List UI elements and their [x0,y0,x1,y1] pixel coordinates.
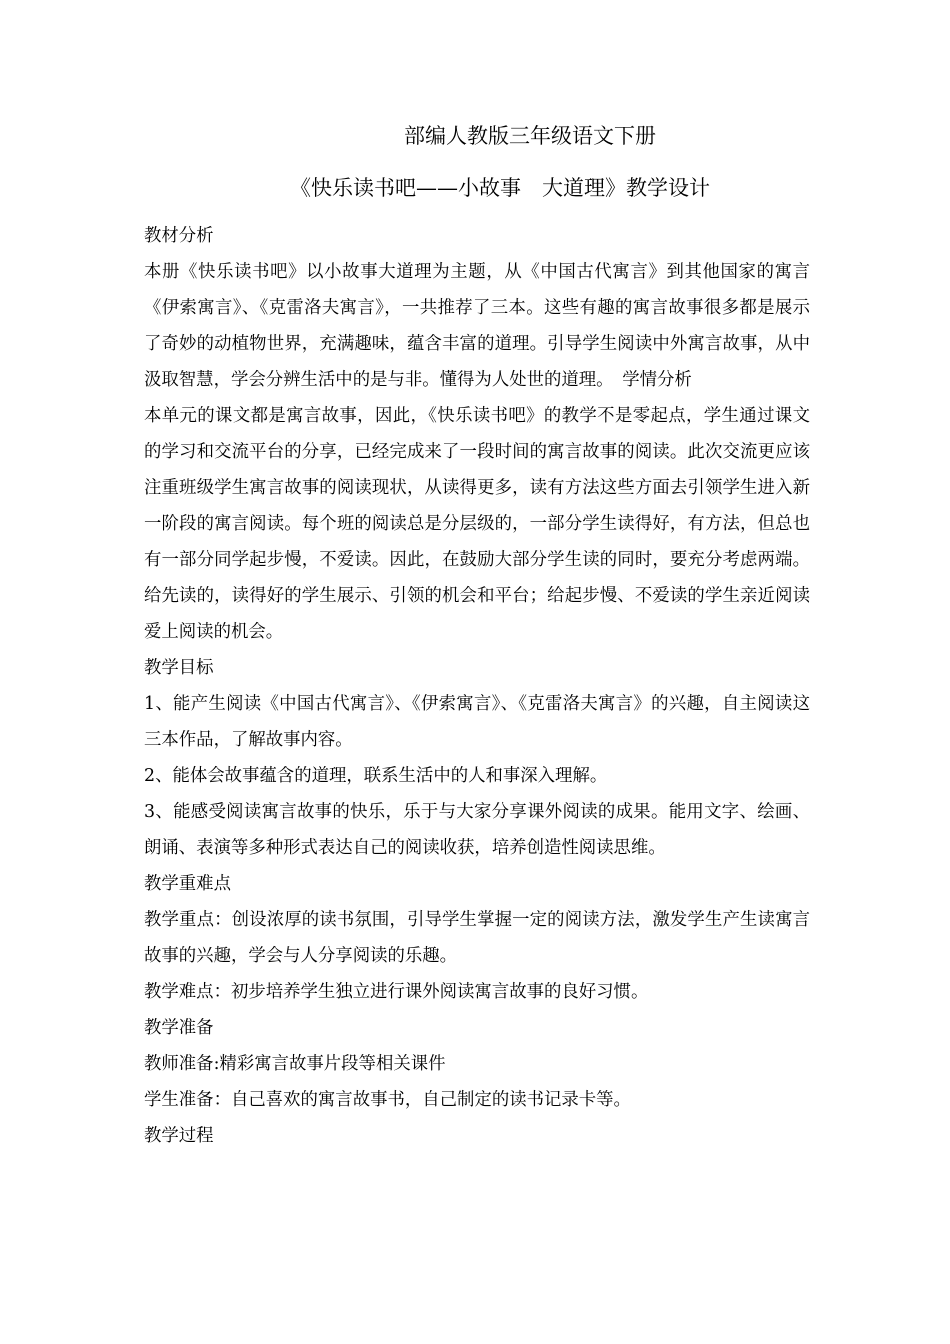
paragraph-student-analysis: 本单元的课文都是寓言故事，因此，《快乐读书吧》的教学不是零起点，学生通过课文的学习和交流平台的分享，已经完成来了一段时间的寓言故事的阅读。此次交流更应该注重班级学生寓言故事的阅读现状，从读得更多，读有方法这些方面去引领学生进入新一阶段的寓言阅读。每个班的阅读总是分层级的，一部分学生读得好，有方法，但总也有一部分同学起步慢，不爱读。因此，在鼓励大部分学生读的同时，要充分考虑两端。给先读的，读得好的学生展示、引领的机会和平台；给起步慢、不爱读的学生亲近阅读爱上阅读的机会。 [144,406,810,642]
goal-item-3: 3、能感受阅读寓言故事的快乐，乐于与大家分享课外阅读的成果。能用文字、绘画、朗诵、表演等多种形式表达自己的阅读收获，培养创造性阅读思维。 [144,802,810,858]
section-heading-teaching-goals: 教学目标 [144,658,214,678]
paragraph-difficult-point: 教学难点：初步培养学生独立进行课外阅读寓言故事的良好习惯。 [144,982,649,1002]
paragraph-key-point: 教学重点：创设浓厚的读书氛围，引导学生掌握一定的阅读方法，激发学生产生读寓言故事的兴趣，学会与人分享阅读的乐趣。 [144,910,810,966]
paragraph-teacher-prep: 教师准备:精彩寓言故事片段等相关课件 [144,1054,446,1074]
document-title-line2: 《快乐读书吧——小故事 大道理》教学设计 [290,176,710,200]
section-heading-teaching-process: 教学过程 [144,1126,214,1146]
document-title-line1: 部编人教版三年级语文下册 [404,124,656,148]
document-body [144,218,810,1154]
goal-item-1: 1、能产生阅读《中国古代寓言》、《伊索寓言》、《克雷洛夫寓言》的兴趣，自主阅读这三本作品，了解故事内容。 [144,694,810,750]
section-heading-preparation: 教学准备 [144,1018,214,1038]
paragraph-textbook-analysis: 本册《快乐读书吧》以小故事大道理为主题，从《中国古代寓言》到其他国家的寓言《伊索寓言》、《克雷洛夫寓言》，一共推荐了三本。这些有趣的寓言故事很多都是展示了奇妙的动植物世界，充满趣味，蕴含丰富的道理。引导学生阅读中外寓言故事，从中汲取智慧，学会分辨生活中的是与非。懂得为人处世的道理。 学情分析 [144,262,810,390]
section-heading-key-points: 教学重难点 [144,874,231,894]
paragraph-student-prep: 学生准备：自己喜欢的寓言故事书，自己制定的读书记录卡等。 [144,1090,631,1110]
section-heading-textbook-analysis: 教材分析 [144,226,214,246]
goal-item-2: 2、能体会故事蕴含的道理，联系生活中的人和事深入理解。 [144,766,608,786]
